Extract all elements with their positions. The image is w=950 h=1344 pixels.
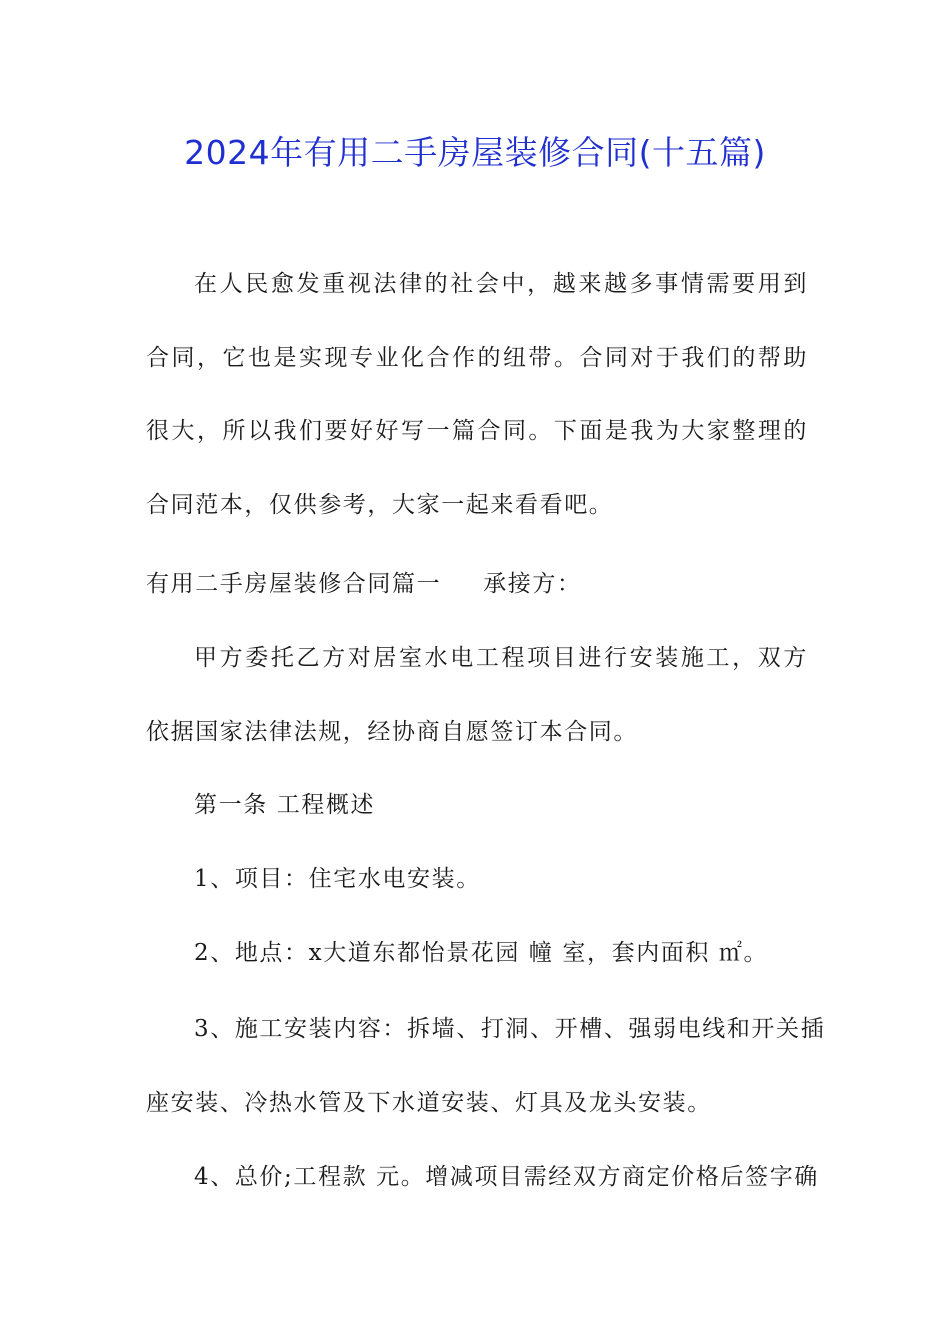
article-1-heading: 第一条 工程概述 xyxy=(194,792,376,818)
list-item-2: 2、地点：x大道东都怡景花园 幢 室，套内面积 ㎡。 xyxy=(194,940,769,966)
section-heading-line xyxy=(146,548,582,622)
paragraph-1: 甲方委托乙方对居室水电工程项目进行安装施工，双方依据国家法律法规，经协商自愿签订本合同。 xyxy=(146,645,808,745)
list-item-1: 1、项目：住宅水电安装。 xyxy=(194,866,481,892)
list-item-3-line-2: 座安装、冷热水管及下水道安装、灯具及龙头安装。 xyxy=(146,1090,712,1116)
list-item-4: 4、总价;工程款 元。增减项目需经双方商定价格后签字确 xyxy=(194,1164,819,1190)
list-item-3-line-1: 3、施工安装内容：拆墙、打洞、开槽、强弱电线和开关插 xyxy=(194,1016,826,1042)
intro-paragraph: 在人民愈发重视法律的社会中，越来越多事情需要用到合同，它也是实现专业化合作的纽带。合同对于我们的帮助很大，所以我们要好好写一篇合同。下面是我为大家整理的合同范本，仅供参考，大家一起来看看吧。 xyxy=(146,271,808,518)
section-heading: 有用二手房屋装修合同篇一 xyxy=(146,571,442,597)
document-title: 2024年有用二手房屋装修合同(十五篇) xyxy=(184,133,766,172)
section-party-label: 承接方： xyxy=(483,571,582,597)
